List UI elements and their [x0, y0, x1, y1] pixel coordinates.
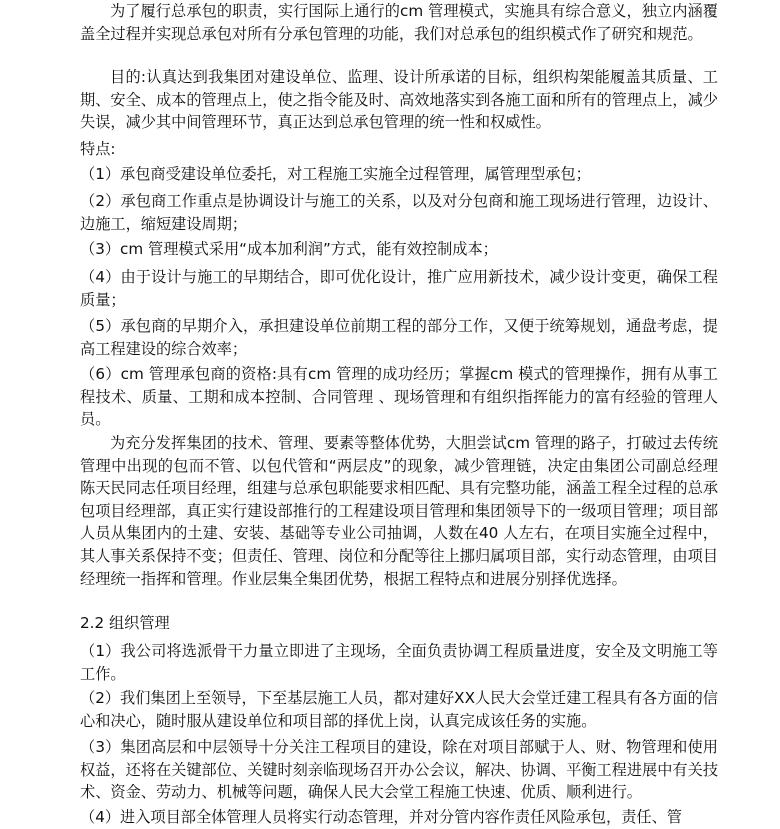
paragraph-purpose: 目的:认真达到我集团对建设单位、监理、设计所承诺的目标，组织构架能履盖其质量、工期、安全、成本的管理点上，使之指令能及时、高效地落实到各施工面和所有的管理点上，减少失误，减少其中间管理环节，真正达到总承包管理的统一性和权威性。	[80, 68, 718, 132]
list-item-org-4: （4）进入项目部全体管理人员将实行动态管理，并对分管内容作责任风险承包，责任、管	[80, 808, 682, 826]
paragraph-project-team: 为充分发挥集团的技术、管理、要素等整体优势，大胆尝试cm 管理的路子，打破过去传统管理中出现的包而不管、以包代管和“两层皮”的现象，减少管理链，决定由集团公司副总经理陈天民同志任项目经理，组建与总承包职能要求相匹配、具有完整功能，涵盖工程全过程的总承包项目经理部，真正实行建设部推行的工程建设项目管理和集团领导下的一级项目管理；项目部人员从集团内的土建、安装、基础等专业公司抽调，人数在40 人左右，在项目实施全过程中，其人事关系保持不变；但责任、管理、岗位和分配等往上挪归属项目部，实行动态管理，由项目经理统一指挥和管理。作业层集全集团优势，根据工程特点和进展分别择优选择。	[80, 434, 718, 588]
list-item-org-3: （3）集团高层和中层领导十分关注工程项目的建设，除在对项目部赋于人、财、物管理和使用权益，还将在关键部位、关键时刻亲临现场召开办公会议，解决、协调、平衡工程进展中有关技术、资金、劳动力、机械等问题，确保人民大会堂工程施工快速、优质、顺利进行。	[80, 738, 718, 802]
list-item-feature-4: （4）由于设计与施工的早期结合，即可优化设计，推广应用新技术，减少设计变更，确保工程质量；	[80, 268, 718, 309]
list-item-org-2: （2）我们集团上至领导，下至基层施工人员，都对建好XX人民大会堂迁建工程具有各方面的信心和决心，随时服从建设单位和项目部的择优上岗，认真完成该任务的实施。	[80, 689, 718, 730]
paragraph-features-heading: 特点:	[80, 140, 116, 158]
list-item-feature-5: （5）承包商的早期介入，承担建设单位前期工程的部分工作，又便于统筹规划，通盘考虑，提高工程建设的综合效率；	[80, 317, 718, 358]
list-item-feature-3: （3）cm 管理模式采用“成本加利润”方式，能有效控制成本；	[80, 240, 498, 258]
list-item-feature-6: （6）cm 管理承包商的资格:具有cm 管理的成功经历；掌握cm 模式的管理操作，拥有从事工程技术、质量、工期和成本控制、合同管理 、现场管理和有组织指挥能力的富有经验的管理人员。	[80, 365, 718, 429]
list-item-feature-1: （1）承包商受建设单位委托，对工程施工实施全过程管理，属管理型承包；	[80, 165, 591, 183]
list-item-feature-2: （2）承包商工作重点是协调设计与施工的关系，以及对分包商和施工现场进行管理，边设计、边施工，缩短建设周期；	[80, 192, 718, 233]
section-heading-organization: 2.2 组织管理	[80, 614, 170, 632]
list-item-org-1: （1）我公司将选派骨干力量立即进了主现场，全面负责协调工程质量进度，安全及文明施工等工作。	[80, 642, 718, 683]
paragraph-cm-intro: 为了履行总承包的职责，实行国际上通行的cm 管理模式，实施具有综合意义，独立内涵覆盖全过程并实现总承包对所有分承包管理的功能，我们对总承包的组织模式作了研究和规范。	[80, 2, 718, 43]
